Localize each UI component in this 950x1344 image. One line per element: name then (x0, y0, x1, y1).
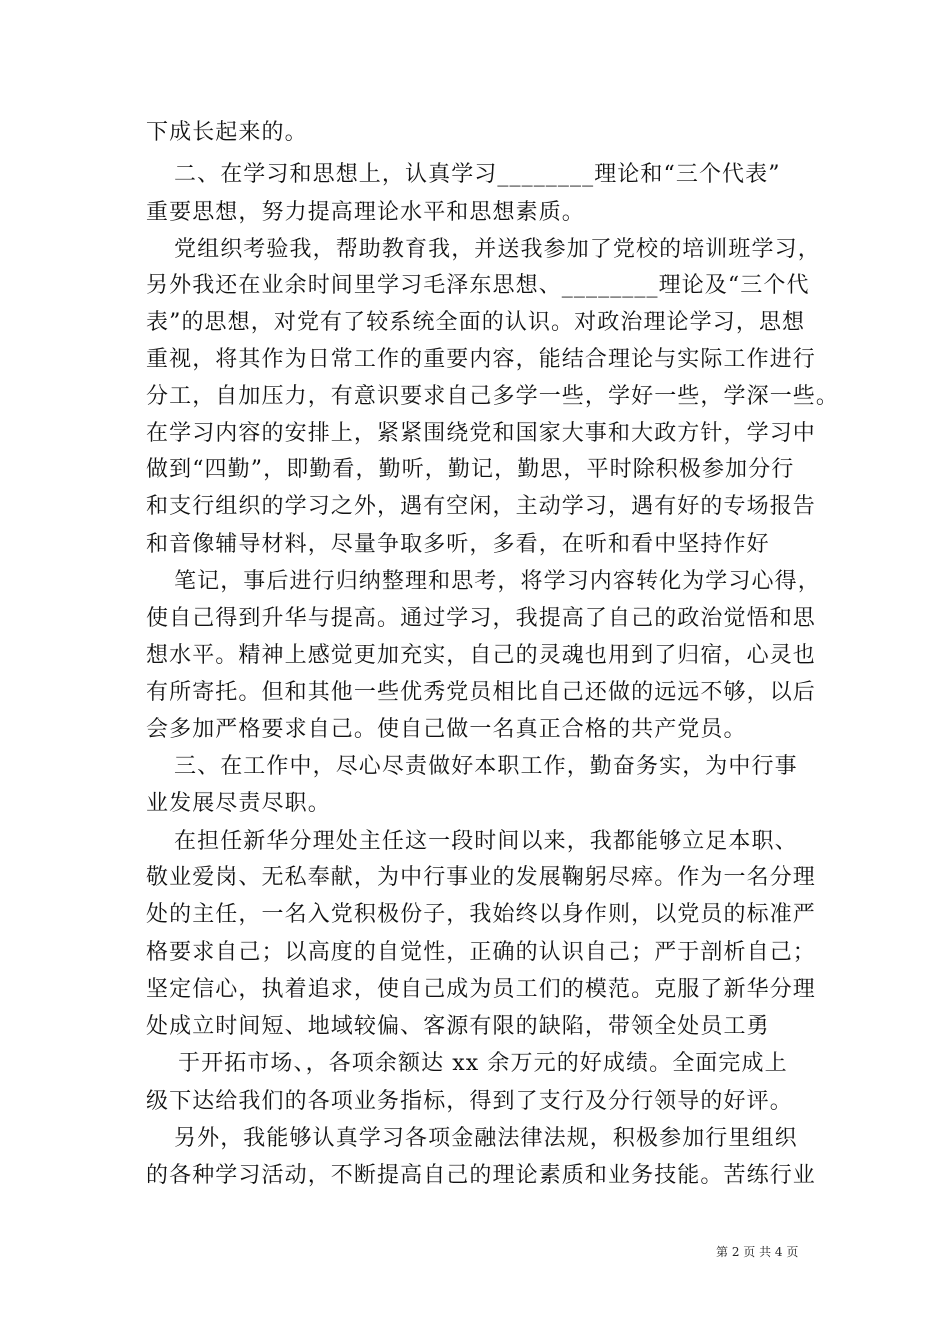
text-line: 在学习内容的安排上，紧紧围绕党和国家大事和大政方针，学习中 (146, 421, 816, 446)
text-line: 使自己得到升华与提高。通过学习，我提高了自己的政治觉悟和思 (146, 606, 816, 631)
text-line: 做到“四勤”，即勤看，勤听，勤记，勤思，平时除积极参加分行 (146, 457, 795, 482)
text-line: 格要求自己；以高度的自觉性，正确的认识自己；严于剖析自己； (146, 940, 816, 965)
text-line: 业发展尽责尽职。 (146, 791, 331, 816)
text-line: 和支行组织的学习之外，遇有空闲，主动学习，遇有好的专场报告 (146, 494, 816, 519)
text-line: 敬业爱岗、无私奉献，为中行事业的发展鞠躬尽瘁。作为一名分理 (146, 865, 816, 890)
text-line: 表”的思想，对党有了较系统全面的认识。对政治理论学习，思想 (146, 310, 806, 335)
text-line: 于开拓市场、，各项余额达 xx 余万元的好成绩。全面完成上 (178, 1051, 788, 1076)
text-line: 在担任新华分理处主任这一段时间以来，我都能够立足本职、 (174, 829, 798, 854)
text-line: 另外我还在业余时间里学习毛泽东思想、________理论及“三个代 (146, 273, 810, 298)
section-heading: 二、在学习和思想上，认真学习________理论和“三个代表” (174, 162, 781, 187)
text-line: 想水平。精神上感觉更加充实，自己的灵魂也用到了归宿，心灵也 (146, 643, 816, 668)
text-line: 另外，我能够认真学习各项金融法律法规，积极参加行里组织 (174, 1126, 798, 1151)
text-line: 处成立时间短、地域较偏、客源有限的缺陷，带领全处员工勇 (146, 1014, 770, 1039)
text-line: 重视，将其作为日常工作的重要内容，能结合理论与实际工作进行 (146, 347, 816, 372)
text-line: 党组织考验我，帮助教育我，并送我参加了党校的培训班学习， (174, 237, 821, 262)
text-line: 处的主任，一名入党积极份子，我始终以身作则，以党员的标准严 (146, 902, 816, 927)
text-line: 分工，自加压力，有意识要求自己多学一些，学好一些，学深一些。 (146, 384, 840, 409)
page-number-footer: 第 2 页 共 4 页 (716, 1245, 799, 1259)
text-line: 级下达给我们的各项业务指标，得到了支行及分行领导的好评。 (146, 1089, 793, 1114)
text-line: 坚定信心，执着追求，使自己成为员工们的模范。克服了新华分理 (146, 977, 816, 1002)
text-line: 会多加严格要求自己。使自己做一名真正合格的共产党员。 (146, 717, 747, 742)
text-line: 下成长起来的。 (146, 120, 308, 145)
text-line: 和音像辅导材料，尽量争取多听，多看，在听和看中坚持作好 (146, 532, 770, 557)
text-line: 有所寄托。但和其他一些优秀党员相比自己还做的远远不够，以后 (146, 680, 816, 705)
section-heading: 三、在工作中，尽心尽责做好本职工作，勤奋务实，为中行事 (174, 754, 798, 779)
text-line: 笔记，事后进行归纳整理和思考，将学习内容转化为学习心得， (174, 569, 821, 594)
text-line: 重要思想，努力提高理论水平和思想素质。 (146, 200, 585, 225)
text-line: 的各种学习活动，不断提高自己的理论素质和业务技能。苦练行业 (146, 1163, 816, 1188)
